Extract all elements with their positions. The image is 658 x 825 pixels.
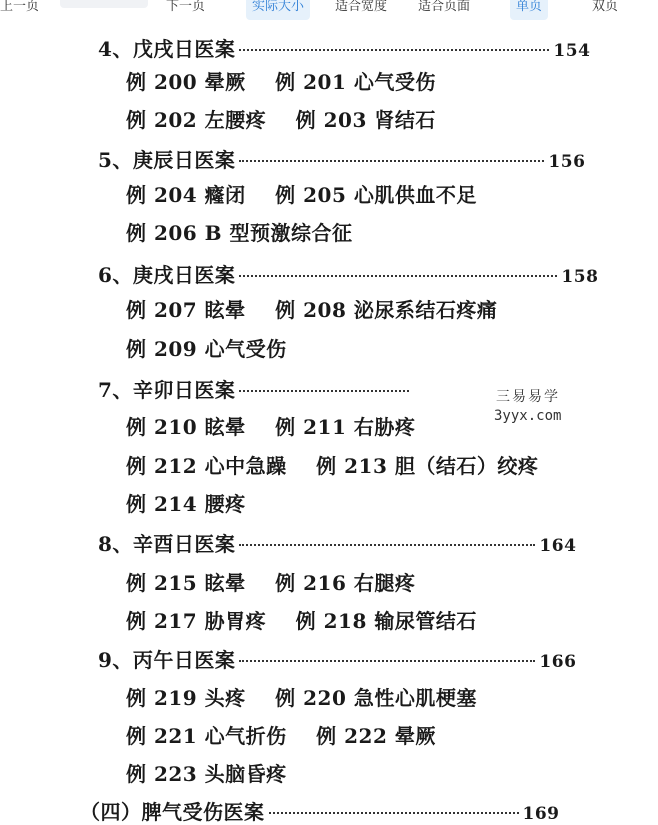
fit-page-button[interactable]: 适合页面 [418, 0, 471, 14]
toc-heading [98, 144, 585, 173]
toc-entry: 例 219 头疼 [126, 686, 246, 710]
toc-entry-line [126, 294, 497, 323]
watermark-text: 三易易学 [496, 389, 560, 405]
toc-heading [98, 259, 598, 288]
toc-leader-dots [269, 812, 519, 814]
toc-entry: 例 218 输尿管结石 [295, 609, 477, 633]
toc-leader-dots [239, 390, 409, 392]
toc-entry-line [126, 411, 415, 440]
toc-entry: 例 200 晕厥 [126, 70, 246, 94]
prev-page-button[interactable]: 上一页 [0, 0, 40, 14]
toc-entry-line [126, 66, 436, 95]
toc-entry: 例 223 头脑昏疼 [126, 762, 287, 786]
toc-heading-title: 9、丙午日医案 [98, 648, 236, 672]
toc-entry-line [126, 333, 287, 362]
toc-entry-line [126, 488, 246, 517]
watermark-url: 3yyx.com [494, 408, 562, 424]
double-page-button[interactable]: 双页 [592, 0, 619, 14]
toc-heading-page: 154 [553, 41, 591, 61]
toc-entry: 例 215 眩晕 [126, 571, 246, 595]
toc-entry: 例 208 泌尿系结石疼痛 [275, 298, 498, 322]
toc-entry: 例 201 心气受伤 [275, 70, 436, 94]
fit-width-button[interactable]: 适合宽度 [335, 0, 388, 14]
toc-heading [98, 528, 576, 557]
toc-heading-page: 156 [548, 152, 586, 172]
actual-size-button[interactable]: 实际大小 [246, 0, 310, 20]
toc-heading-page: 158 [561, 267, 599, 287]
toc-entry-line [126, 682, 477, 711]
toc-entry: 例 209 心气受伤 [126, 337, 287, 361]
toc-entry-line [126, 104, 436, 133]
toc-entry-line [126, 567, 415, 596]
toc-entry-line [126, 720, 436, 749]
toc-entry: 例 222 晕厥 [316, 724, 436, 748]
toc-entry: 例 204 癃闭 [126, 183, 246, 207]
site-watermark [494, 386, 576, 432]
single-page-button[interactable]: 单页 [510, 0, 548, 20]
toc-entry-line [126, 179, 477, 208]
toc-entry: 例 216 右腿疼 [275, 571, 416, 595]
toc-heading-page: 164 [539, 536, 577, 556]
toc-entry: 例 211 右胁疼 [275, 415, 416, 439]
toc-leader-dots [239, 275, 557, 277]
toc-entry-line [126, 605, 477, 634]
toc-entry: 例 210 眩晕 [126, 415, 246, 439]
toc-entry: 例 221 心气折伤 [126, 724, 287, 748]
toc-entry: 例 217 胁胃疼 [126, 609, 267, 633]
toc-leader-dots [239, 660, 535, 662]
toc-heading-title: 5、庚辰日医案 [98, 148, 236, 172]
toc-heading [98, 374, 450, 403]
toc-entry: 例 203 肾结石 [295, 108, 436, 132]
toc-entry: 例 213 胆（结石）绞疼 [316, 454, 539, 478]
toc-entry-line [126, 758, 287, 787]
toc-entry-line [126, 217, 353, 246]
toc-heading [98, 33, 590, 62]
toc-heading [98, 644, 576, 673]
toc-heading-title: 8、辛酉日医案 [98, 532, 236, 556]
next-page-button[interactable]: 下一页 [166, 0, 206, 14]
toc-entry: 例 220 急性心肌梗塞 [275, 686, 477, 710]
toolbar-ghost-button[interactable] [60, 0, 148, 8]
toc-leader-dots [239, 544, 535, 546]
toc-leader-dots [239, 160, 544, 162]
toc-entry: 例 207 眩晕 [126, 298, 246, 322]
toc-entry: 例 214 腰疼 [126, 492, 246, 516]
toc-entry-line [126, 450, 538, 479]
toc-entry: 例 206 B 型预激综合征 [126, 221, 353, 245]
toc-heading [80, 796, 560, 825]
toc-heading-title: 6、庚戌日医案 [98, 263, 236, 287]
toc-entry: 例 202 左腰疼 [126, 108, 267, 132]
toc-heading-title: （四）脾气受伤医案 [80, 800, 265, 824]
toc-heading-page: 169 [522, 804, 560, 824]
toc-heading-title: 7、辛卯日医案 [98, 378, 236, 402]
toc-leader-dots [239, 49, 549, 51]
viewer-toolbar [0, 0, 658, 20]
toc-heading-page: 166 [539, 652, 577, 672]
toc-heading-title: 4、戊戌日医案 [98, 37, 236, 61]
toc-entry: 例 205 心肌供血不足 [275, 183, 477, 207]
toc-entry: 例 212 心中急躁 [126, 454, 287, 478]
